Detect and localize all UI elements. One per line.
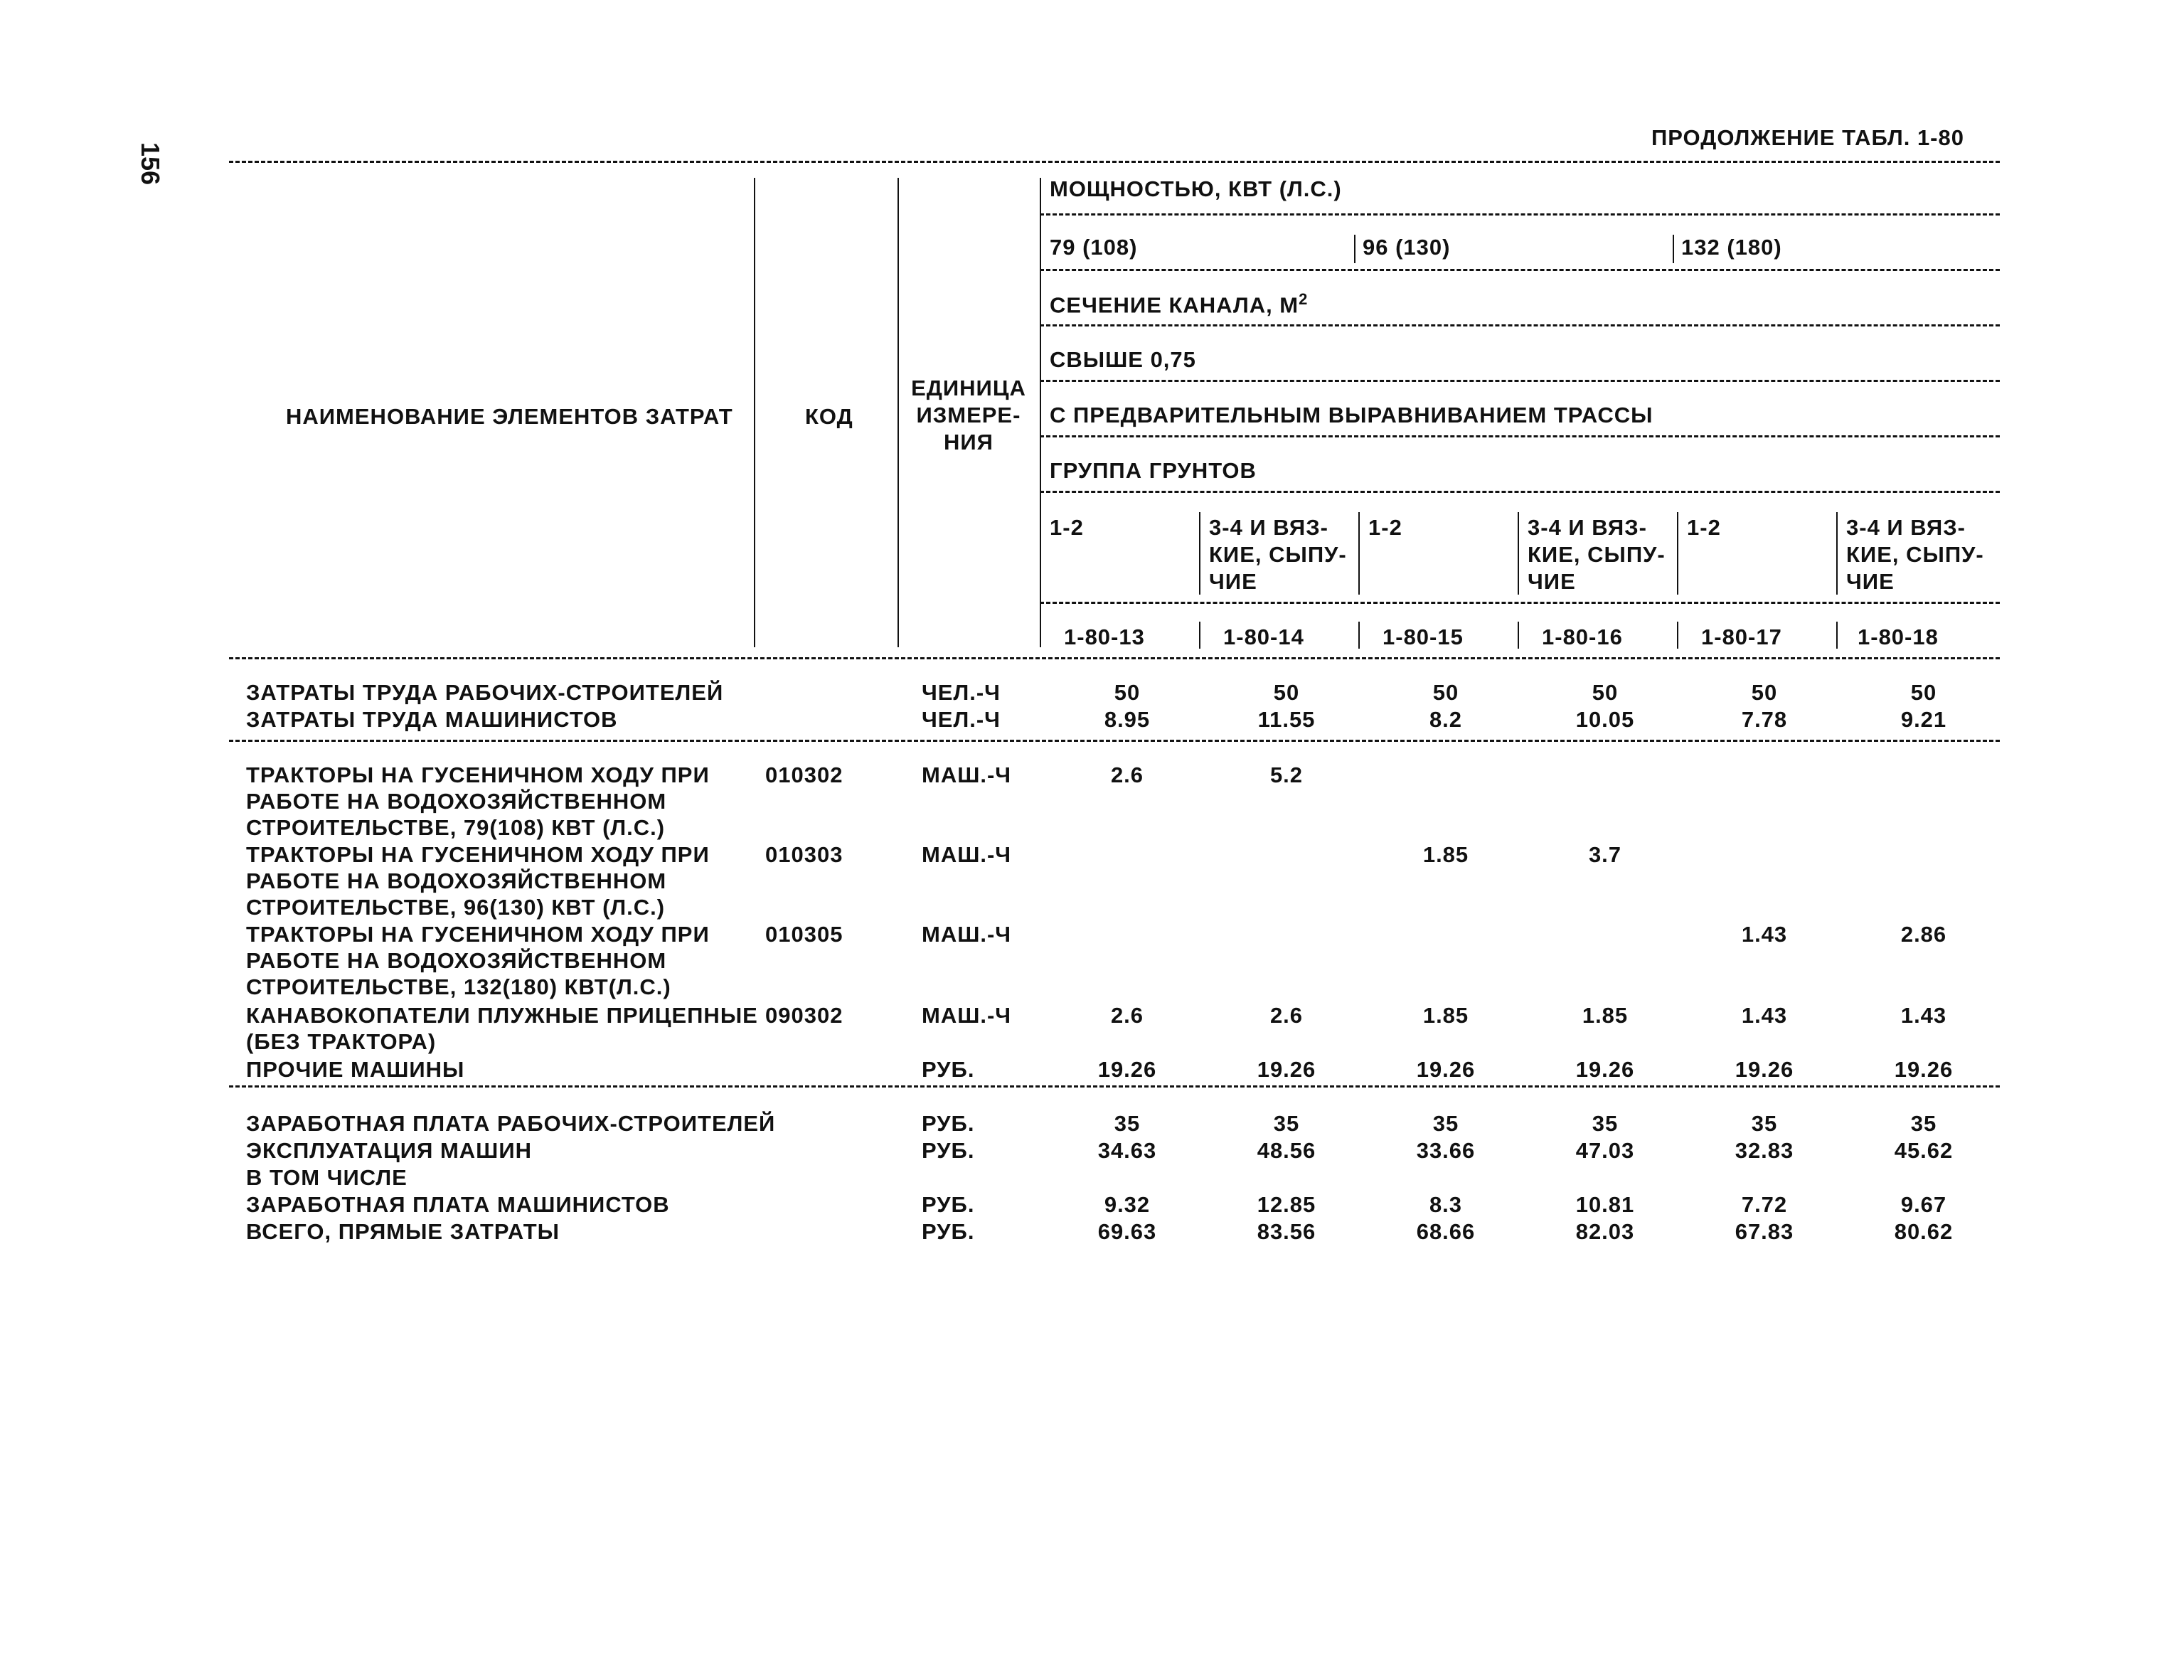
- machines-bottom-rule: [229, 1085, 2000, 1088]
- col-separator: [897, 178, 899, 647]
- soil-group-3-4-line3: ЧИЕ: [1209, 569, 1257, 594]
- row-value: 34.63: [1097, 1138, 1157, 1163]
- row-value: 2.6: [1110, 1003, 1144, 1028]
- row-value: 35: [1592, 1111, 1619, 1136]
- row-name: ЗАТРАТЫ ТРУДА РАБОЧИХ-СТРОИТЕЛЕЙ: [246, 680, 724, 705]
- row-value: 10.05: [1575, 707, 1635, 732]
- power-label: МОЩНОСТЬЮ, КВТ (Л.С.): [1050, 176, 1342, 201]
- row-value: 50: [1910, 680, 1937, 705]
- row-value: 68.66: [1416, 1219, 1476, 1244]
- row-value: 7.72: [1741, 1192, 1788, 1217]
- soil-group-label: ГРУППА ГРУНТОВ: [1050, 458, 1257, 483]
- header-rule: [1040, 324, 2000, 326]
- section-label-superscript: 2: [1299, 290, 1309, 308]
- soil-group-3-4-line2: КИЕ, СЫПУ-: [1209, 542, 1347, 567]
- row-name: ЗАРАБОТНАЯ ПЛАТА МАШИНИСТОВ: [246, 1192, 670, 1217]
- row-name: ЭКСПЛУАТАЦИЯ МАШИН: [246, 1138, 533, 1163]
- header-rule: [1040, 213, 2000, 216]
- row-name: ЗАРАБОТНАЯ ПЛАТА РАБОЧИХ-СТРОИТЕЛЕЙ: [246, 1111, 776, 1136]
- norm-code: 1-80-16: [1542, 624, 1623, 649]
- row-value: 35: [1432, 1111, 1459, 1136]
- row-unit: РУБ.: [922, 1192, 975, 1217]
- row-value: 47.03: [1575, 1138, 1635, 1163]
- row-value: 50: [1273, 680, 1300, 705]
- row-unit: ЧЕЛ.-Ч: [922, 680, 1001, 705]
- row-value: 8.3: [1429, 1192, 1463, 1217]
- row-value: 3.7: [1588, 842, 1622, 867]
- row-value: 9.21: [1900, 707, 1947, 732]
- col-separator: [1040, 178, 1041, 647]
- row-value: 19.26: [1735, 1057, 1794, 1082]
- row-unit: РУБ.: [922, 1138, 975, 1163]
- row-value: 82.03: [1575, 1219, 1635, 1244]
- row-name: СТРОИТЕЛЬСТВЕ, 132(180) КВТ(Л.С.): [246, 974, 671, 999]
- row-value: 67.83: [1735, 1219, 1794, 1244]
- row-value: 83.56: [1257, 1219, 1316, 1244]
- row-unit: РУБ.: [922, 1057, 975, 1082]
- norm-code: 1-80-18: [1858, 624, 1939, 649]
- row-value: 19.26: [1097, 1057, 1157, 1082]
- row-value: 11.55: [1257, 707, 1316, 732]
- header-rule: [1040, 491, 2000, 493]
- row-value: 5.2: [1269, 762, 1304, 787]
- row-value: 19.26: [1257, 1057, 1316, 1082]
- soil-group-1-2: 1-2: [1050, 515, 1084, 540]
- norm-code: 1-80-15: [1383, 624, 1464, 649]
- row-value: 1.43: [1741, 922, 1788, 947]
- row-value: 35: [1751, 1111, 1778, 1136]
- row-name: (БЕЗ ТРАКТОРА): [246, 1029, 437, 1054]
- row-name: СТРОИТЕЛЬСТВЕ, 79(108) КВТ (Л.С.): [246, 815, 666, 840]
- row-code: 010303: [765, 842, 843, 867]
- col-separator: [1358, 512, 1360, 595]
- header-rule: [1040, 602, 2000, 604]
- col-separator: [1836, 512, 1838, 595]
- col-separator: [1673, 235, 1674, 263]
- col-separator: [1677, 512, 1678, 595]
- section-label: [1050, 292, 1308, 316]
- row-value: 35: [1114, 1111, 1141, 1136]
- row-value: 8.95: [1104, 707, 1151, 732]
- row-code: 010305: [765, 922, 843, 947]
- soil-group-3-4-line1: 3-4 И ВЯЗ-: [1528, 515, 1647, 540]
- col-separator: [1354, 235, 1355, 263]
- unit-column-header-line3: НИЯ: [944, 430, 994, 454]
- header-bottom-rule: [229, 657, 2000, 659]
- col-separator: [1518, 622, 1519, 649]
- header-rule: [1040, 269, 2000, 271]
- soil-group-3-4-line2: КИЕ, СЫПУ-: [1846, 542, 1984, 567]
- power-132: 132 (180): [1681, 235, 1782, 260]
- row-unit: ЧЕЛ.-Ч: [922, 707, 1001, 732]
- row-unit: МАШ.-Ч: [922, 762, 1012, 787]
- row-value: 9.32: [1104, 1192, 1151, 1217]
- row-name: ТРАКТОРЫ НА ГУСЕНИЧНОМ ХОДУ ПРИ: [246, 842, 710, 867]
- col-separator: [1199, 512, 1200, 595]
- norm-code: 1-80-14: [1223, 624, 1304, 649]
- row-unit: МАШ.-Ч: [922, 842, 1012, 867]
- row-code: 010302: [765, 762, 843, 787]
- row-unit: РУБ.: [922, 1111, 975, 1136]
- row-value: 50: [1751, 680, 1778, 705]
- row-value: 45.62: [1894, 1138, 1954, 1163]
- labor-bottom-rule: [229, 740, 2000, 742]
- section-label-text: СЕЧЕНИЕ КАНАЛА, М: [1050, 292, 1299, 318]
- row-value: 35: [1273, 1111, 1300, 1136]
- row-value: 1.43: [1741, 1003, 1788, 1028]
- row-value: 33.66: [1416, 1138, 1476, 1163]
- norm-code: 1-80-17: [1701, 624, 1782, 649]
- row-name: СТРОИТЕЛЬСТВЕ, 96(130) КВТ (Л.С.): [246, 895, 666, 920]
- row-code: 090302: [765, 1003, 843, 1028]
- row-value: 50: [1114, 680, 1141, 705]
- row-unit: МАШ.-Ч: [922, 1003, 1012, 1028]
- col-separator: [1358, 622, 1360, 649]
- row-value: 9.67: [1900, 1192, 1947, 1217]
- row-value: 50: [1592, 680, 1619, 705]
- row-value: 1.43: [1900, 1003, 1947, 1028]
- row-name: РАБОТЕ НА ВОДОХОЗЯЙСТВЕННОМ: [246, 948, 667, 973]
- col-separator: [1199, 622, 1200, 649]
- row-value: 1.85: [1422, 842, 1469, 867]
- row-unit: РУБ.: [922, 1219, 975, 1244]
- soil-group-3-4-line3: ЧИЕ: [1846, 569, 1895, 594]
- row-value: 10.81: [1575, 1192, 1635, 1217]
- continuation-title: ПРОДОЛЖЕНИЕ ТАБЛ. 1-80: [1651, 125, 1964, 150]
- row-value: 19.26: [1416, 1057, 1476, 1082]
- col-separator: [754, 178, 755, 647]
- row-value: 48.56: [1257, 1138, 1316, 1163]
- row-value: 69.63: [1097, 1219, 1157, 1244]
- norm-code: 1-80-13: [1064, 624, 1145, 649]
- row-value: 1.85: [1422, 1003, 1469, 1028]
- row-name: РАБОТЕ НА ВОДОХОЗЯЙСТВЕННОМ: [246, 789, 667, 814]
- row-name: ЗАТРАТЫ ТРУДА МАШИНИСТОВ: [246, 707, 618, 732]
- header-rule: [1040, 380, 2000, 382]
- col-separator: [1836, 622, 1838, 649]
- soil-group-3-4-line1: 3-4 И ВЯЗ-: [1846, 515, 1966, 540]
- row-name: ПРОЧИЕ МАШИНЫ: [246, 1057, 465, 1082]
- row-value: 32.83: [1735, 1138, 1794, 1163]
- row-name: ТРАКТОРЫ НА ГУСЕНИЧНОМ ХОДУ ПРИ: [246, 762, 710, 787]
- header-rule: [1040, 435, 2000, 437]
- power-79: 79 (108): [1050, 235, 1138, 260]
- soil-group-1-2: 1-2: [1368, 515, 1402, 540]
- top-rule: [229, 161, 2000, 163]
- row-name: ВСЕГО, ПРЯМЫЕ ЗАТРАТЫ: [246, 1219, 560, 1244]
- row-value: 1.85: [1582, 1003, 1629, 1028]
- page-number: 156: [136, 142, 165, 186]
- row-unit: МАШ.-Ч: [922, 922, 1012, 947]
- unit-column-header-line2: ИЗМЕРЕ-: [916, 403, 1021, 427]
- row-value: 8.2: [1429, 707, 1463, 732]
- col-separator: [1518, 512, 1519, 595]
- soil-group-3-4-line2: КИЕ, СЫПУ-: [1528, 542, 1666, 567]
- row-value: 2.86: [1900, 922, 1947, 947]
- row-value: 80.62: [1894, 1219, 1954, 1244]
- row-value: 19.26: [1575, 1057, 1635, 1082]
- row-value: 19.26: [1894, 1057, 1954, 1082]
- power-96: 96 (130): [1363, 235, 1451, 260]
- row-value: 12.85: [1257, 1192, 1316, 1217]
- row-name: КАНАВОКОПАТЕЛИ ПЛУЖНЫЕ ПРИЦЕПНЫЕ: [246, 1003, 758, 1028]
- soil-group-1-2: 1-2: [1687, 515, 1721, 540]
- name-column-header: НАИМЕНОВАНИЕ ЭЛЕМЕНТОВ ЗАТРАТ: [286, 404, 733, 429]
- soil-group-3-4-line1: 3-4 И ВЯЗ-: [1209, 515, 1328, 540]
- row-name: РАБОТЕ НА ВОДОХОЗЯЙСТВЕННОМ: [246, 868, 667, 893]
- col-separator: [1677, 622, 1678, 649]
- soil-group-3-4-line3: ЧИЕ: [1528, 569, 1576, 594]
- leveling-label: С ПРЕДВАРИТЕЛЬНЫМ ВЫРАВНИВАНИЕМ ТРАССЫ: [1050, 403, 1653, 427]
- row-value: 50: [1432, 680, 1459, 705]
- row-name: В ТОМ ЧИСЛЕ: [246, 1165, 407, 1190]
- row-value: 2.6: [1110, 762, 1144, 787]
- row-value: 2.6: [1269, 1003, 1304, 1028]
- row-value: 35: [1910, 1111, 1937, 1136]
- over-label: СВЫШЕ 0,75: [1050, 347, 1196, 372]
- code-column-header: КОД: [805, 404, 853, 429]
- row-name: ТРАКТОРЫ НА ГУСЕНИЧНОМ ХОДУ ПРИ: [246, 922, 710, 947]
- unit-column-header-line1: ЕДИНИЦА: [911, 376, 1026, 400]
- row-value: 7.78: [1741, 707, 1788, 732]
